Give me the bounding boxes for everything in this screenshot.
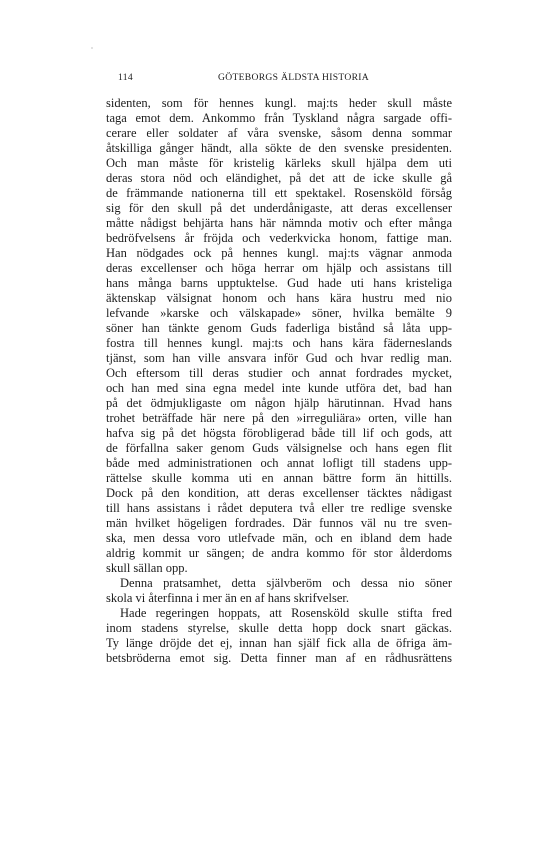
text-line: både med administrationen och annat lofligt till stadens upp- [106, 456, 452, 470]
text-line: sig för den skull på det underdånigaste, att deras excellenser [106, 201, 452, 215]
text-line: Han nödgades ock på hennes kungl. maj:ts vägnar anmoda [106, 246, 452, 260]
paper-speck [91, 47, 93, 49]
text-line: ska, men dessa voro utlefvade män, och en ibland dem hade [106, 531, 452, 545]
text-line: åtskilliga gånger händt, alla sökte de den svenske presidenten. [106, 141, 452, 155]
text-line: Ty länge dröjde det ej, innan han själf fick alla de öfriga äm- [106, 636, 452, 650]
text-line: skola vi återfinna i mer än en af hans skrifvelser. [106, 591, 349, 605]
text-line: Denna pratsamhet, detta självberöm och dessa nio söner [120, 576, 452, 590]
body-text [106, 96, 452, 666]
text-line: aldrig kommit ur sängen; de andra kommo för stor ålderdoms [106, 546, 452, 560]
text-line: fostra till hennes kungl. maj:ts och hans kära fäderneslands [106, 336, 452, 350]
text-line: betsbröderna emot sig. Detta finner man af en rådhusrättens [106, 651, 452, 665]
text-line: hafva sig på det högsta förobligerad både till lif och gods, att [106, 426, 452, 440]
text-line: hans många barns upptuktelse. Gud hade uti hans kristeliga [106, 276, 452, 290]
text-line: rättelse skulle komma uti en annan bättre form än hittills. [106, 471, 452, 485]
text-line: till hans assistans i rådet deputera två eller tre redlige svenske [106, 501, 452, 515]
text-line: sidenten, som för hennes kungl. maj:ts heder skull måste [106, 96, 452, 110]
text-line: bedröfvelsens år fröjda och vederkvicka honom, fattige man. [106, 231, 452, 245]
text-line: Dock på den kondition, att deras excellenser täcktes nådigast [106, 486, 452, 500]
text-line: måtte nådigst behjärta hans här nämnda motiv och efter många [106, 216, 452, 230]
text-line: skull sällan opp. [106, 561, 188, 575]
page-header [106, 72, 450, 86]
text-line: inom stadens styrelse, skulle detta hopp dock snart gäckas. [106, 621, 452, 635]
text-line: taga emot dem. Ankommo från Tyskland några sargade offi- [106, 111, 452, 125]
text-line: äktenskap välsignat honom och hans kära hustru med nio [106, 291, 452, 305]
text-line: Hade regeringen hoppats, att Rosensköld skulle stifta fred [120, 606, 452, 620]
text-line: deras stora nöd och eländighet, på det att de icke skulle gå [106, 171, 452, 185]
text-line: deras excellenser och höga herrar om hjälp och assistans till [106, 261, 452, 275]
text-line: de förfallna saker genom Guds välsignelse och hans egen flit [106, 441, 452, 455]
text-line: Och eftersom till deras studier och annat fordrades mycket, [106, 366, 452, 380]
text-line: Och man måste för kristelig kärleks skull hjälpa dem uti [106, 156, 452, 170]
text-line: och han med sina egna medel inte kunde utföra det, bad han [106, 381, 452, 395]
text-line: män hvilket högeligen fordrades. Där funnos väl nu tre sven- [106, 516, 452, 530]
text-line: tjänst, som han ville ansvara inför Gud och hvar redlig man. [106, 351, 452, 365]
text-line: lefvande »karske och välskapade» söner, hvilka bemälte 9 [106, 306, 452, 320]
text-line: cerare eller soldater af våra svenske, såsom denna sommar [106, 126, 452, 140]
running-title: GÖTEBORGS ÄLDSTA HISTORIA [218, 72, 370, 83]
text-line: på det ödmjukligaste om någon hjälp härutinnan. Hvad hans [106, 396, 452, 410]
text-line: trohet beträffade här nere på den »irreguliära» orten, ville han [106, 411, 452, 425]
text-line: söner han tänkte genom Guds faderliga bistånd så låta upp- [106, 321, 452, 335]
page-number: 114 [118, 72, 133, 83]
text-line: de främmande nationerna till ett spektakel. Rosensköld försåg [106, 186, 452, 200]
